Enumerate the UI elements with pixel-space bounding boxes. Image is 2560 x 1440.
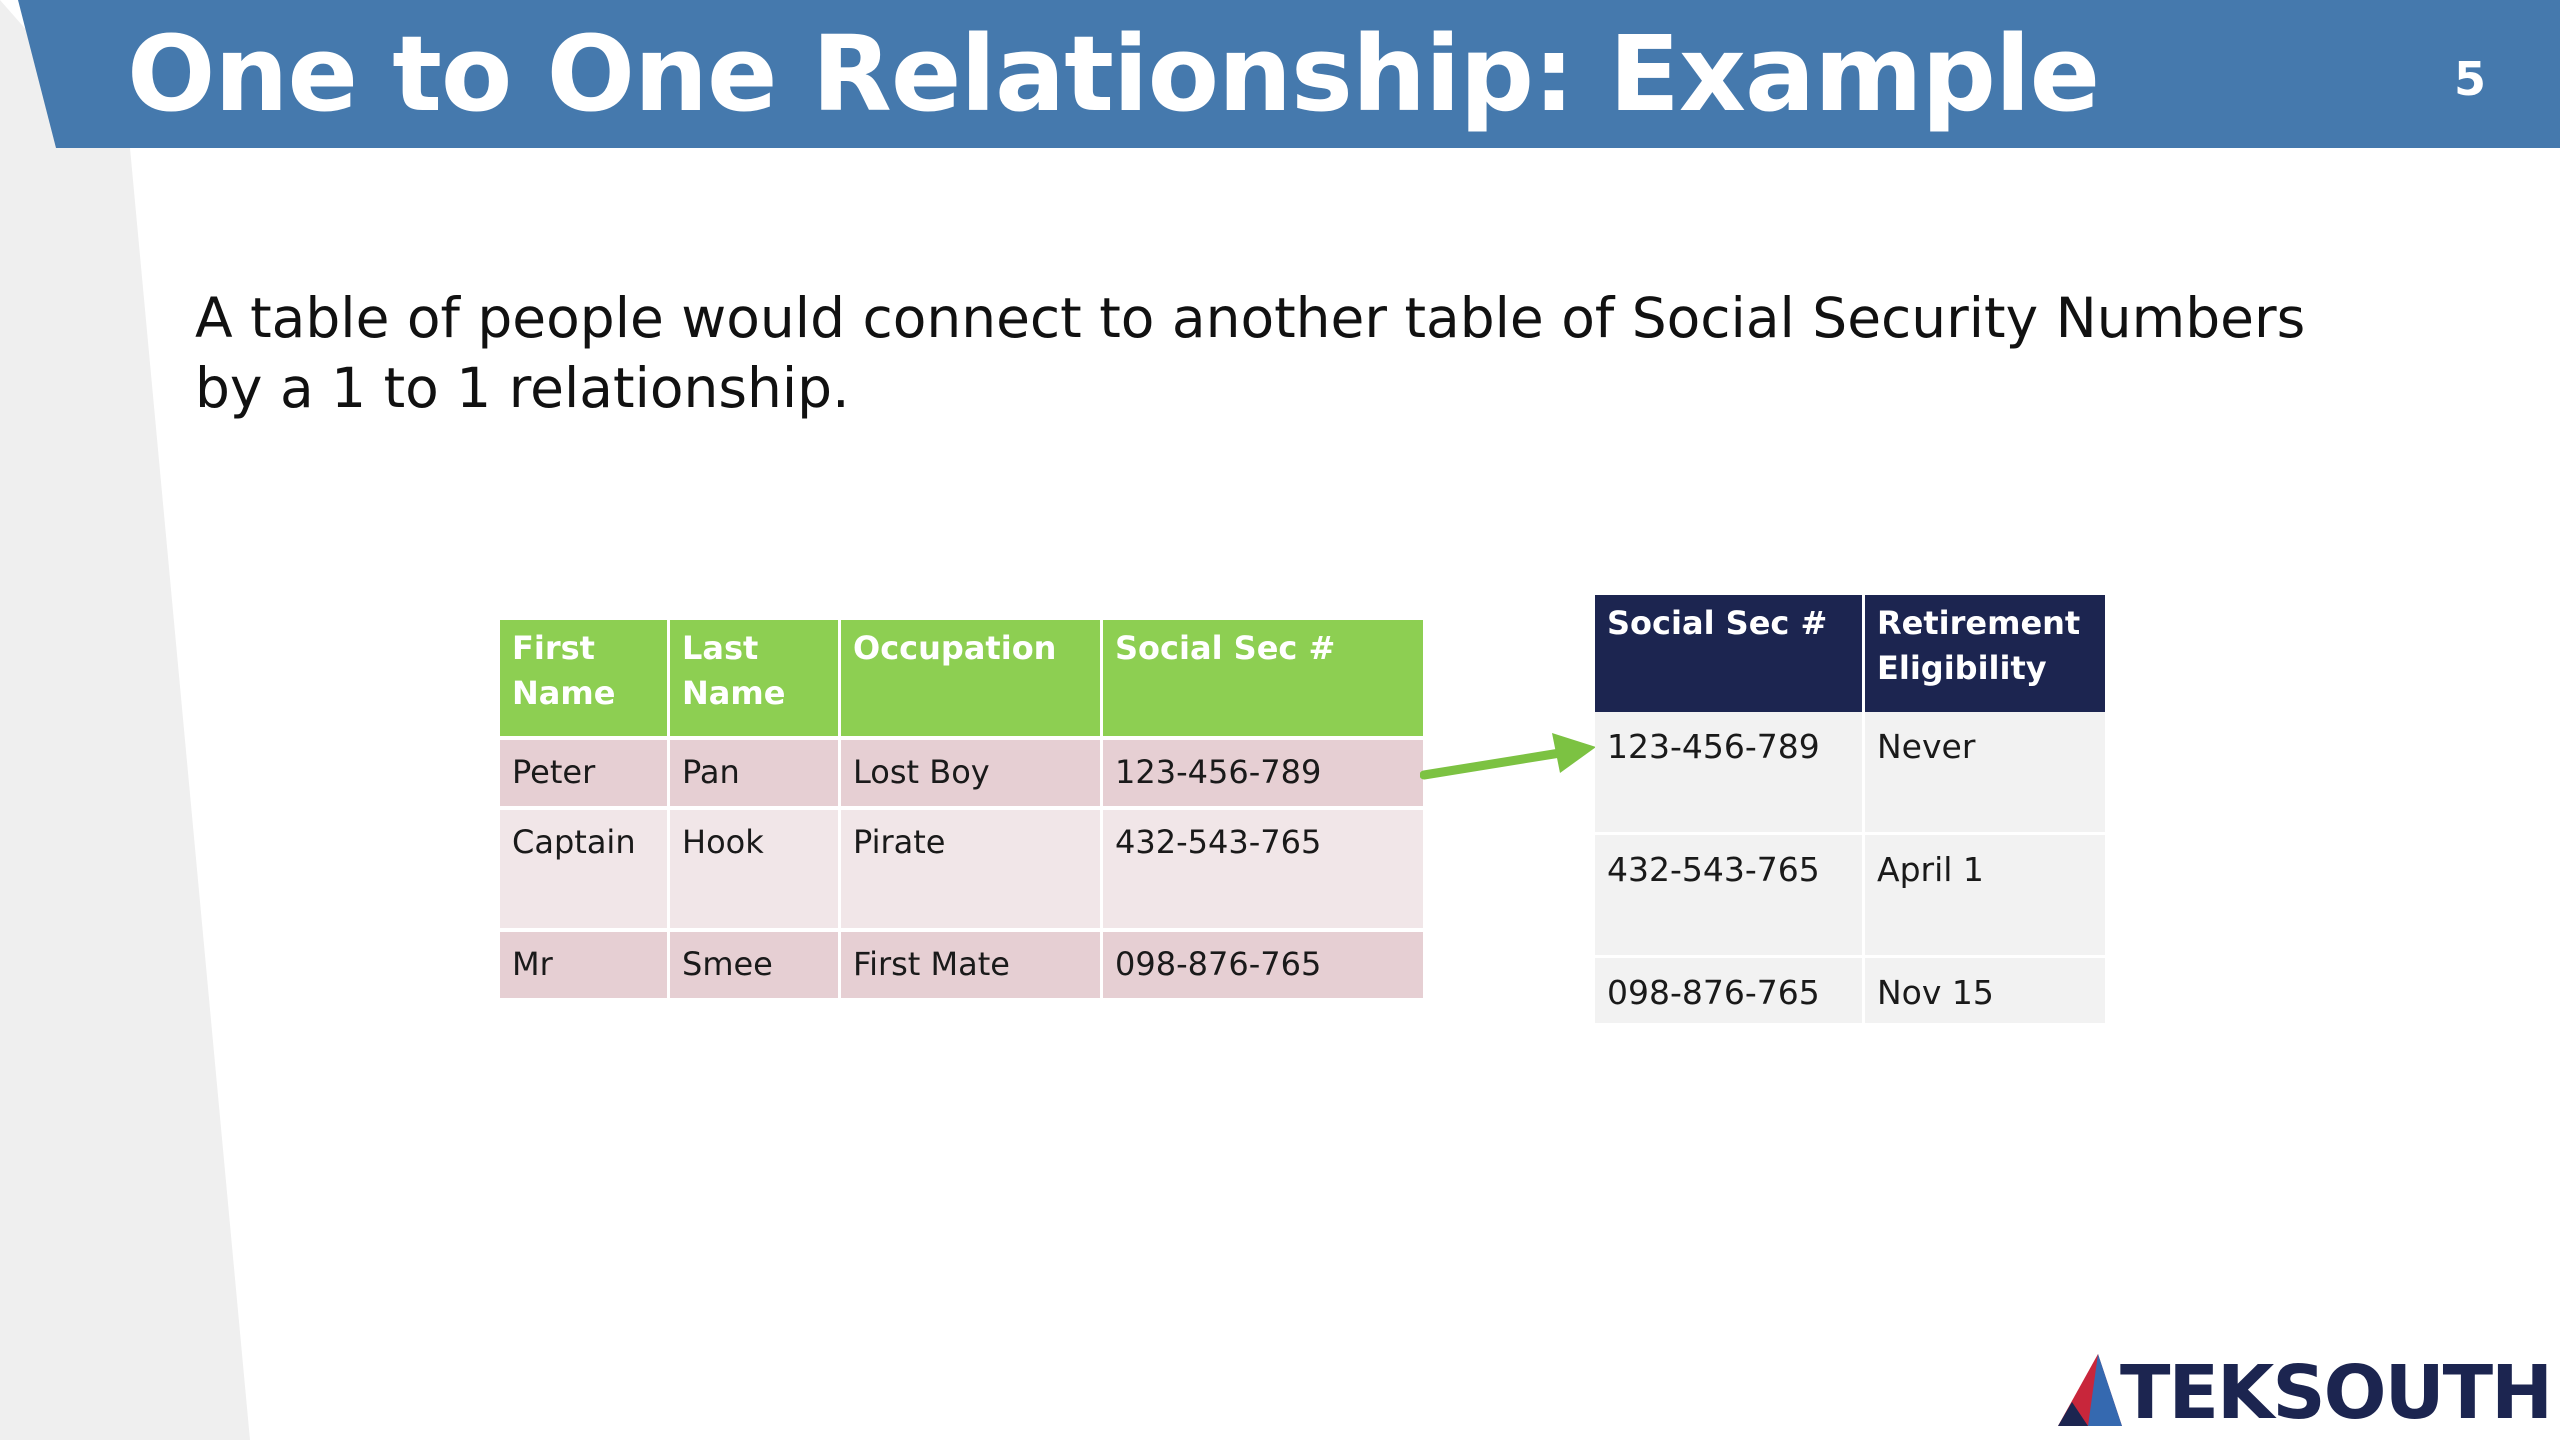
- people-cell: Lost Boy: [841, 740, 1103, 810]
- table-row: [1595, 712, 2105, 835]
- people-cell: 123-456-789: [1103, 740, 1423, 810]
- people-table: [500, 620, 1423, 1002]
- table-row: [500, 810, 1423, 932]
- ssn-cell: Nov 15: [1865, 958, 2105, 1026]
- table-row: [500, 932, 1423, 1002]
- slide-title: One to One Relationship: Example: [127, 13, 2100, 135]
- ssn-cell: Never: [1865, 712, 2105, 835]
- table-row: [1595, 835, 2105, 958]
- people-header-occupation: Occupation: [841, 620, 1103, 740]
- ssn-cell: 123-456-789: [1595, 712, 1865, 835]
- logo-text: TEKSOUTH: [2120, 1350, 2552, 1436]
- people-cell: Hook: [670, 810, 841, 932]
- people-header-first-name: First Name: [500, 620, 670, 740]
- people-cell: 098-876-765: [1103, 932, 1423, 1002]
- people-cell: Pan: [670, 740, 841, 810]
- arrow-right-icon: [1420, 725, 1600, 785]
- people-cell: Captain: [500, 810, 670, 932]
- people-table-header-row: [500, 620, 1423, 740]
- body-text: A table of people would connect to another table of Social Security Numbers by a 1 to 1 relationship.: [195, 286, 2306, 420]
- people-header-social-sec: Social Sec #: [1103, 620, 1423, 740]
- ssn-table-header-row: [1595, 595, 2105, 712]
- table-row: [1595, 958, 2105, 1026]
- people-cell: Pirate: [841, 810, 1103, 932]
- people-header-last-name: Last Name: [670, 620, 841, 740]
- slide-number: 5: [2453, 52, 2486, 106]
- ssn-header-social-sec: Social Sec #: [1595, 595, 1865, 712]
- people-cell: Smee: [670, 932, 841, 1002]
- table-row: [500, 740, 1423, 810]
- ssn-header-retirement: Retirement Eligibility: [1865, 595, 2105, 712]
- people-cell: 432-543-765: [1103, 810, 1423, 932]
- ssn-cell: April 1: [1865, 835, 2105, 958]
- ssn-table: [1595, 595, 2105, 1026]
- teksouth-mark-icon: [2058, 1354, 2122, 1426]
- people-cell: Mr: [500, 932, 670, 1002]
- people-cell: First Mate: [841, 932, 1103, 1002]
- people-cell: Peter: [500, 740, 670, 810]
- ssn-cell: 432-543-765: [1595, 835, 1865, 958]
- left-wedge-decoration: [0, 0, 260, 1440]
- ssn-cell: 098-876-765: [1595, 958, 1865, 1026]
